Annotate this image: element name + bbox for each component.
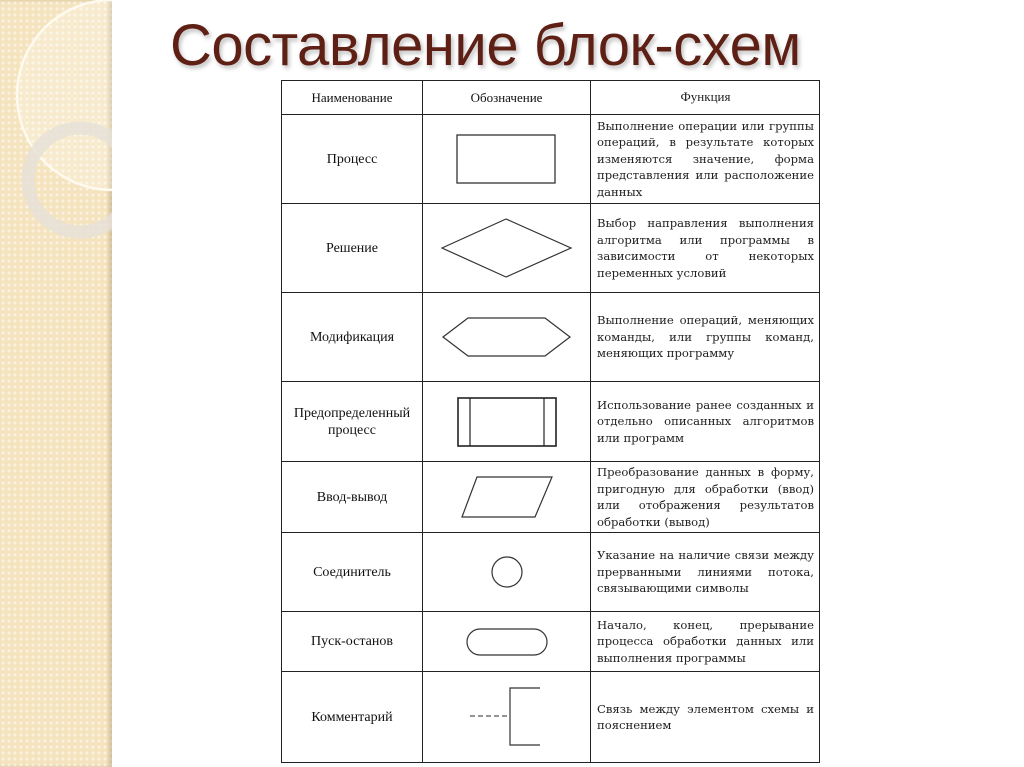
table-row [282, 293, 820, 382]
row-name: Предопределенный процесс [282, 382, 423, 462]
decorative-sidebar [0, 0, 112, 767]
header-symbol: Обозначение [423, 81, 591, 115]
row-function: Начало, конец, прерывание процесса обработки данных или выполнения программы [591, 612, 820, 672]
row-function: Связь между элементом схемы и пояснением [591, 672, 820, 763]
row-symbol [423, 115, 591, 204]
row-name: Соединитель [282, 533, 423, 612]
table-header-row [282, 81, 820, 115]
circle-icon [489, 554, 525, 590]
comment-bracket-icon [467, 685, 547, 749]
row-symbol [423, 462, 591, 533]
row-function: Выполнение операции или группы операций, в результате которых изменяются значение, форма представления или расположение данных [591, 115, 820, 204]
diamond-icon [439, 216, 574, 280]
header-function: Функция [591, 81, 820, 115]
parallelogram-icon [459, 474, 555, 520]
row-name: Ввод-вывод [282, 462, 423, 533]
row-symbol [423, 382, 591, 462]
table-row [282, 612, 820, 672]
row-function: Преобразование данных в форму, пригодную для обработки (ввод) или отображения результатов обработки (вывод) [591, 462, 820, 533]
row-function: Выполнение операций, меняющих команды, или группы команд, меняющих программу [591, 293, 820, 382]
row-symbol [423, 293, 591, 382]
row-symbol [423, 533, 591, 612]
table-row [282, 462, 820, 533]
row-name: Пуск-останов [282, 612, 423, 672]
hexagon-icon [440, 315, 574, 359]
table-row [282, 204, 820, 293]
row-function: Выбор направления выполнения алгоритма или программы в зависимости от некоторых переменных условий [591, 204, 820, 293]
predefined-process-icon [455, 395, 559, 449]
row-symbol [423, 204, 591, 293]
table-row [282, 115, 820, 204]
decorative-circles-icon [0, 0, 112, 767]
row-name: Комментарий [282, 672, 423, 763]
row-symbol [423, 672, 591, 763]
table-row [282, 533, 820, 612]
row-name: Решение [282, 204, 423, 293]
row-name: Модификация [282, 293, 423, 382]
flowchart-symbols-table [281, 80, 820, 763]
row-symbol [423, 612, 591, 672]
terminator-icon [464, 626, 550, 658]
slide-title: Составление блок-схем [170, 13, 801, 78]
rectangle-icon [452, 131, 562, 187]
header-name: Наименование [282, 81, 423, 115]
table-row [282, 672, 820, 763]
row-name: Процесс [282, 115, 423, 204]
table-row [282, 382, 820, 462]
row-function: Использование ранее созданных и отдельно описанных алгоритмов или программ [591, 382, 820, 462]
row-function: Указание на наличие связи между прерванными линиями потока, связывающими символы [591, 533, 820, 612]
